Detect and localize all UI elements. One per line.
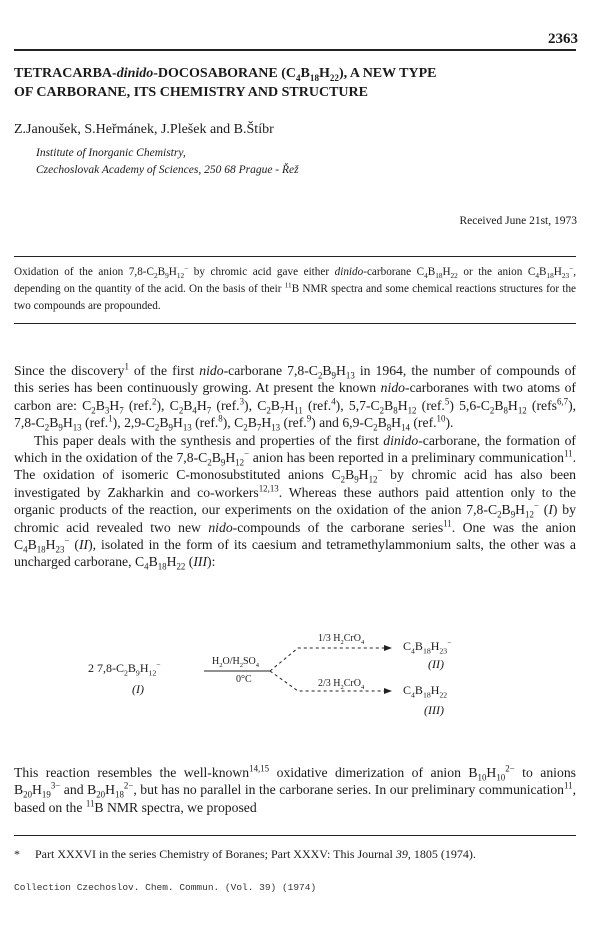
page-number: 2363 <box>548 31 578 47</box>
upper-arrowhead <box>384 645 392 651</box>
article-title: TETRACARBA-dinido-DOCOSABORANE $(C_4B_{18}H_{22})$, A NEW TYPE OF CARBORANE, ITS CHEMISTRY AND STRUCTURE <box>14 66 437 100</box>
footnote: * Part XXXVI in the series Chemistry of Boranes; Part XXXV: This Journal 39, 1805 (1974). <box>14 847 476 861</box>
paragraph-1: Since the discovery$^1$ of the first nido-carborane $7,8-C_2B_9H_{13}$ in 1964, the number of compounds of this series has been continuously growing. At present the known nido-carboranes with two atoms of carbon are: $C_2B_3H_7$ (ref.$^2$), $C_2B_4H_7$ (ref.$^3$), $C_2B_7H_{11}$ (ref.$^4$), $5,7-C_2B_8H_{12}$ (ref.$^5$) $5,6-C_2B_8H_{12}$ (refs$^{6,7}$), $7,8-C_2B_9H_{13}$ (ref.$^1$), $2,9-C_2B_9H_{13}$ (ref.$^8$), $C_2B_7H_{13}$ (ref.$^9$) and $6,9-C_2B_8H_{14}$ (ref.$^{10}$). <box>14 361 577 433</box>
received-date: Received June 21st, 1973 <box>459 215 577 227</box>
scheme-upper-reagent: 1/3 $H_2CrO_4$ <box>318 633 365 646</box>
affiliation-line-1: Institute of Inorganic Chemistry, <box>36 147 186 159</box>
scheme-upper-label: (II) <box>428 657 444 671</box>
scheme-conditions-top: $H_2O/H_2SO_4$ <box>212 656 260 669</box>
scheme-lower-product: $C_4B_{18}H_{22}$ <box>403 683 448 700</box>
abstract: Oxidation of the anion $7,8-C_2B_9H_{12}^-$ by chromic acid gave either dinido-carborane $C_4B_{18}H_{22}$ or the anion $C_4B_{18}H_{23}^-$, depending on the quantity of the acid. On the basis of their $^{11}$B NMR spectra and some chemical reactions structures for the two compounds are propounded. <box>14 264 576 312</box>
scheme-lower-reagent: 2/3 $H_2CrO_4$ <box>318 678 365 691</box>
upper-arrow-line <box>270 648 390 671</box>
authors: Z.Janoušek, S.Heřmánek, J.Plešek and B.Štíbr <box>14 122 274 137</box>
scheme-reactant: 2 $7,8-C_2B_9H_{12}^-$ <box>88 660 161 678</box>
paragraph-2: This paper deals with the synthesis and properties of the first dinido-carborane, the formation of which in the oxidation of the $7,8-C_2B_9H_{12}^-$ anion has been reported in a preliminary communication$^{11}$. The oxidation of isomeric C-monosubstituted anions $C_2B_9H_{12}^-$ by chromic acid has also been investigated by Zakharkin and co-workers$^{12,13}$. Whereas these authors paid attention only to the organic products of the reaction, our experiments on the oxidation of the anion $7,8-C_2B_9H_{12}^-$ (I) by chromic acid revealed two new nido-compounds of the carborane series$^{11}$. One was the anion $C_4B_{18}H_{23}^-$ (II), isolated in the form of its caesium and tetramethylammonium salts, the other was a uncharged carborane, $C_4B_{18}H_{22}$ (III): <box>14 432 576 573</box>
paragraph-3: This reaction resembles the well-known$^{14,15}$ oxidative dimerization of anion $B_{10}H_{10}^{2-}$ to anions $B_{20}H_{19}^{3-}$ and $B_{20}H_{18}^{2-}$, but has no parallel in the carborane series. In our preliminary communication$^{11}$, based on the $^{11}$B NMR spectra, we proposed <box>14 763 576 815</box>
scheme-conditions-bottom: 0°C <box>236 674 252 685</box>
lower-arrowhead <box>384 688 392 694</box>
footnote-rule <box>14 835 576 836</box>
journal-citation: Collection Czechoslov. Chem. Commun. (Vol. 39) (1974) <box>14 882 317 893</box>
scheme-upper-product: $C_4B_{18}H_{23}^-$ <box>403 638 452 656</box>
affiliation-line-2: Czechoslovak Academy of Sciences, 250 68 Prague - Řež <box>36 164 299 176</box>
scheme-lower-label: (III) <box>424 703 444 717</box>
body-text-continued <box>14 764 576 816</box>
scheme-reactant-label: (I) <box>132 682 144 696</box>
